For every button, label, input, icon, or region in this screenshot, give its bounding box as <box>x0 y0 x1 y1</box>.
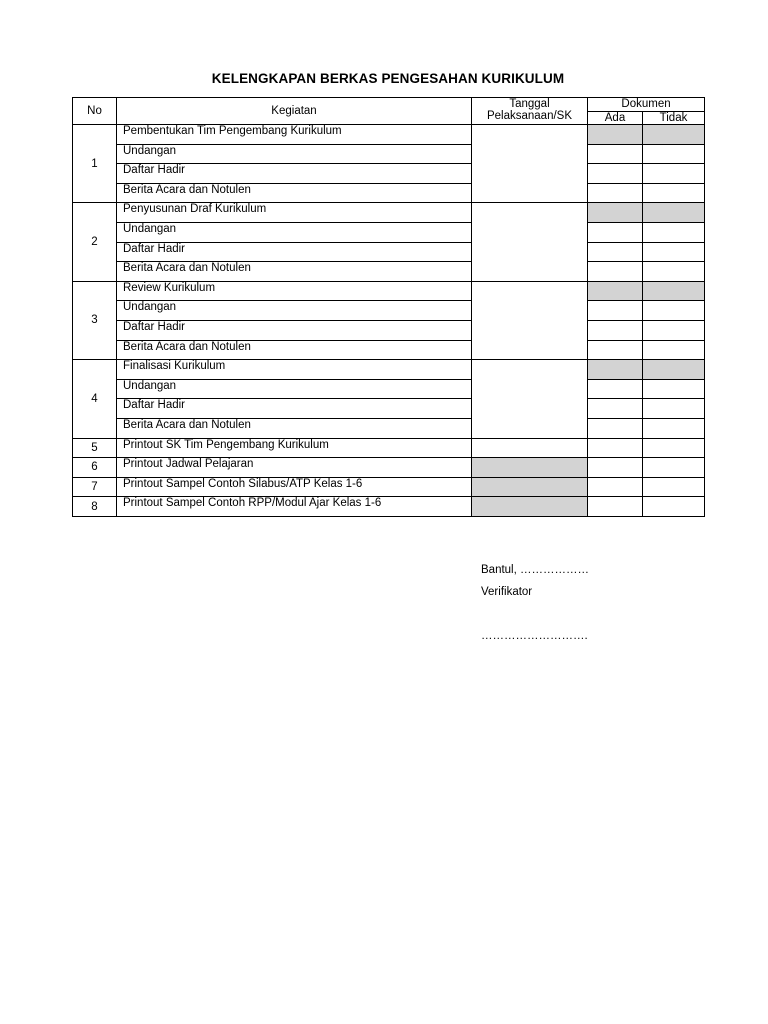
tidak-checkbox-cell[interactable] <box>643 262 705 282</box>
tidak-checkbox-cell[interactable] <box>643 497 705 517</box>
row-number: 3 <box>73 281 117 359</box>
tidak-checkbox-cell[interactable] <box>643 144 705 164</box>
table-row <box>73 418 705 438</box>
header-tanggal <box>472 98 588 125</box>
ada-checkbox-cell[interactable] <box>588 438 643 458</box>
header-tanggal-line1: Tanggal <box>509 98 550 110</box>
tidak-checkbox-cell[interactable] <box>643 379 705 399</box>
activity-cell: Undangan <box>117 379 472 399</box>
table-row <box>73 281 705 301</box>
ada-checkbox-cell[interactable] <box>588 164 643 184</box>
activity-cell: Daftar Hadir <box>117 320 472 340</box>
ada-checkbox-cell[interactable] <box>588 340 643 360</box>
activity-cell: Finalisasi Kurikulum <box>117 360 472 380</box>
table-row <box>73 360 705 380</box>
ada-checkbox-cell[interactable] <box>588 458 643 478</box>
tidak-checkbox-cell[interactable] <box>643 203 705 223</box>
ada-checkbox-cell[interactable] <box>588 497 643 517</box>
tidak-checkbox-cell[interactable] <box>643 458 705 478</box>
ada-checkbox-cell[interactable] <box>588 281 643 301</box>
table-row <box>73 262 705 282</box>
table-row <box>73 164 705 184</box>
header-dokumen: Dokumen <box>588 98 705 112</box>
ada-checkbox-cell[interactable] <box>588 125 643 145</box>
table-row <box>73 379 705 399</box>
table-row <box>73 438 705 458</box>
activity-cell: Daftar Hadir <box>117 242 472 262</box>
activity-cell: Undangan <box>117 222 472 242</box>
activity-cell: Berita Acara dan Notulen <box>117 262 472 282</box>
ada-checkbox-cell[interactable] <box>588 360 643 380</box>
activity-cell: Pembentukan Tim Pengembang Kurikulum <box>117 125 472 145</box>
tidak-checkbox-cell[interactable] <box>643 301 705 321</box>
document-title: KELENGKAPAN BERKAS PENGESAHAN KURIKULUM <box>211 71 565 86</box>
activity-cell: Printout SK Tim Pengembang Kurikulum <box>117 438 472 458</box>
header-ada: Ada <box>588 112 643 125</box>
row-number: 6 <box>73 458 117 478</box>
activity-cell: Berita Acara dan Notulen <box>117 418 472 438</box>
table-row <box>73 340 705 360</box>
ada-checkbox-cell[interactable] <box>588 399 643 419</box>
tidak-checkbox-cell[interactable] <box>643 222 705 242</box>
ada-checkbox-cell[interactable] <box>588 320 643 340</box>
tidak-checkbox-cell[interactable] <box>643 360 705 380</box>
row-number: 1 <box>73 125 117 203</box>
tidak-checkbox-cell[interactable] <box>643 418 705 438</box>
tanggal-cell[interactable] <box>472 125 588 203</box>
tanggal-cell[interactable] <box>472 360 588 438</box>
table-row <box>73 477 705 497</box>
row-number: 4 <box>73 360 117 438</box>
activity-cell: Review Kurikulum <box>117 281 472 301</box>
tanggal-cell[interactable] <box>472 281 588 359</box>
header-tanggal-line2: Pelaksanaan/SK <box>486 110 573 122</box>
ada-checkbox-cell[interactable] <box>588 262 643 282</box>
table-row <box>73 222 705 242</box>
ada-checkbox-cell[interactable] <box>588 301 643 321</box>
activity-cell: Undangan <box>117 144 472 164</box>
tidak-checkbox-cell[interactable] <box>643 399 705 419</box>
row-number: 7 <box>73 477 117 497</box>
tanggal-cell[interactable] <box>472 438 588 458</box>
tanggal-cell[interactable] <box>472 477 588 497</box>
header-kegiatan: Kegiatan <box>117 98 472 125</box>
tidak-checkbox-cell[interactable] <box>643 125 705 145</box>
header-no: No <box>73 98 117 125</box>
activity-cell: Undangan <box>117 301 472 321</box>
ada-checkbox-cell[interactable] <box>588 144 643 164</box>
activity-cell: Printout Sampel Contoh RPP/Modul Ajar Kelas 1-6 <box>117 497 472 517</box>
table-row <box>73 242 705 262</box>
activity-cell: Daftar Hadir <box>117 164 472 184</box>
activity-cell: Penyusunan Draf Kurikulum <box>117 203 472 223</box>
table-row <box>73 301 705 321</box>
activity-cell: Daftar Hadir <box>117 399 472 419</box>
activity-cell: Printout Sampel Contoh Silabus/ATP Kelas 1-6 <box>117 477 472 497</box>
ada-checkbox-cell[interactable] <box>588 222 643 242</box>
header-tidak: Tidak <box>643 112 705 125</box>
table-row <box>73 144 705 164</box>
tanggal-cell[interactable] <box>472 203 588 281</box>
signature-name-line: ………………………. <box>481 630 588 642</box>
tidak-checkbox-cell[interactable] <box>643 164 705 184</box>
ada-checkbox-cell[interactable] <box>588 183 643 203</box>
table-row <box>73 125 705 145</box>
ada-checkbox-cell[interactable] <box>588 242 643 262</box>
tidak-checkbox-cell[interactable] <box>643 183 705 203</box>
row-number: 5 <box>73 438 117 458</box>
ada-checkbox-cell[interactable] <box>588 418 643 438</box>
row-number: 8 <box>73 497 117 517</box>
activity-cell: Berita Acara dan Notulen <box>117 340 472 360</box>
signature-place-date: Bantul, ……………… <box>481 564 589 576</box>
ada-checkbox-cell[interactable] <box>588 379 643 399</box>
tidak-checkbox-cell[interactable] <box>643 477 705 497</box>
tidak-checkbox-cell[interactable] <box>643 340 705 360</box>
checklist-table <box>72 97 705 517</box>
row-number: 2 <box>73 203 117 281</box>
table-row <box>73 497 705 517</box>
table-row <box>73 183 705 203</box>
signature-role: Verifikator <box>481 586 533 598</box>
table-row <box>73 203 705 223</box>
tanggal-cell[interactable] <box>472 497 588 517</box>
table-row <box>73 320 705 340</box>
tidak-checkbox-cell[interactable] <box>643 242 705 262</box>
ada-checkbox-cell[interactable] <box>588 203 643 223</box>
ada-checkbox-cell[interactable] <box>588 477 643 497</box>
tidak-checkbox-cell[interactable] <box>643 281 705 301</box>
activity-cell: Berita Acara dan Notulen <box>117 183 472 203</box>
activity-cell: Printout Jadwal Pelajaran <box>117 458 472 478</box>
table-row <box>73 399 705 419</box>
table-row <box>73 458 705 478</box>
tidak-checkbox-cell[interactable] <box>643 320 705 340</box>
tidak-checkbox-cell[interactable] <box>643 438 705 458</box>
tanggal-cell[interactable] <box>472 458 588 478</box>
